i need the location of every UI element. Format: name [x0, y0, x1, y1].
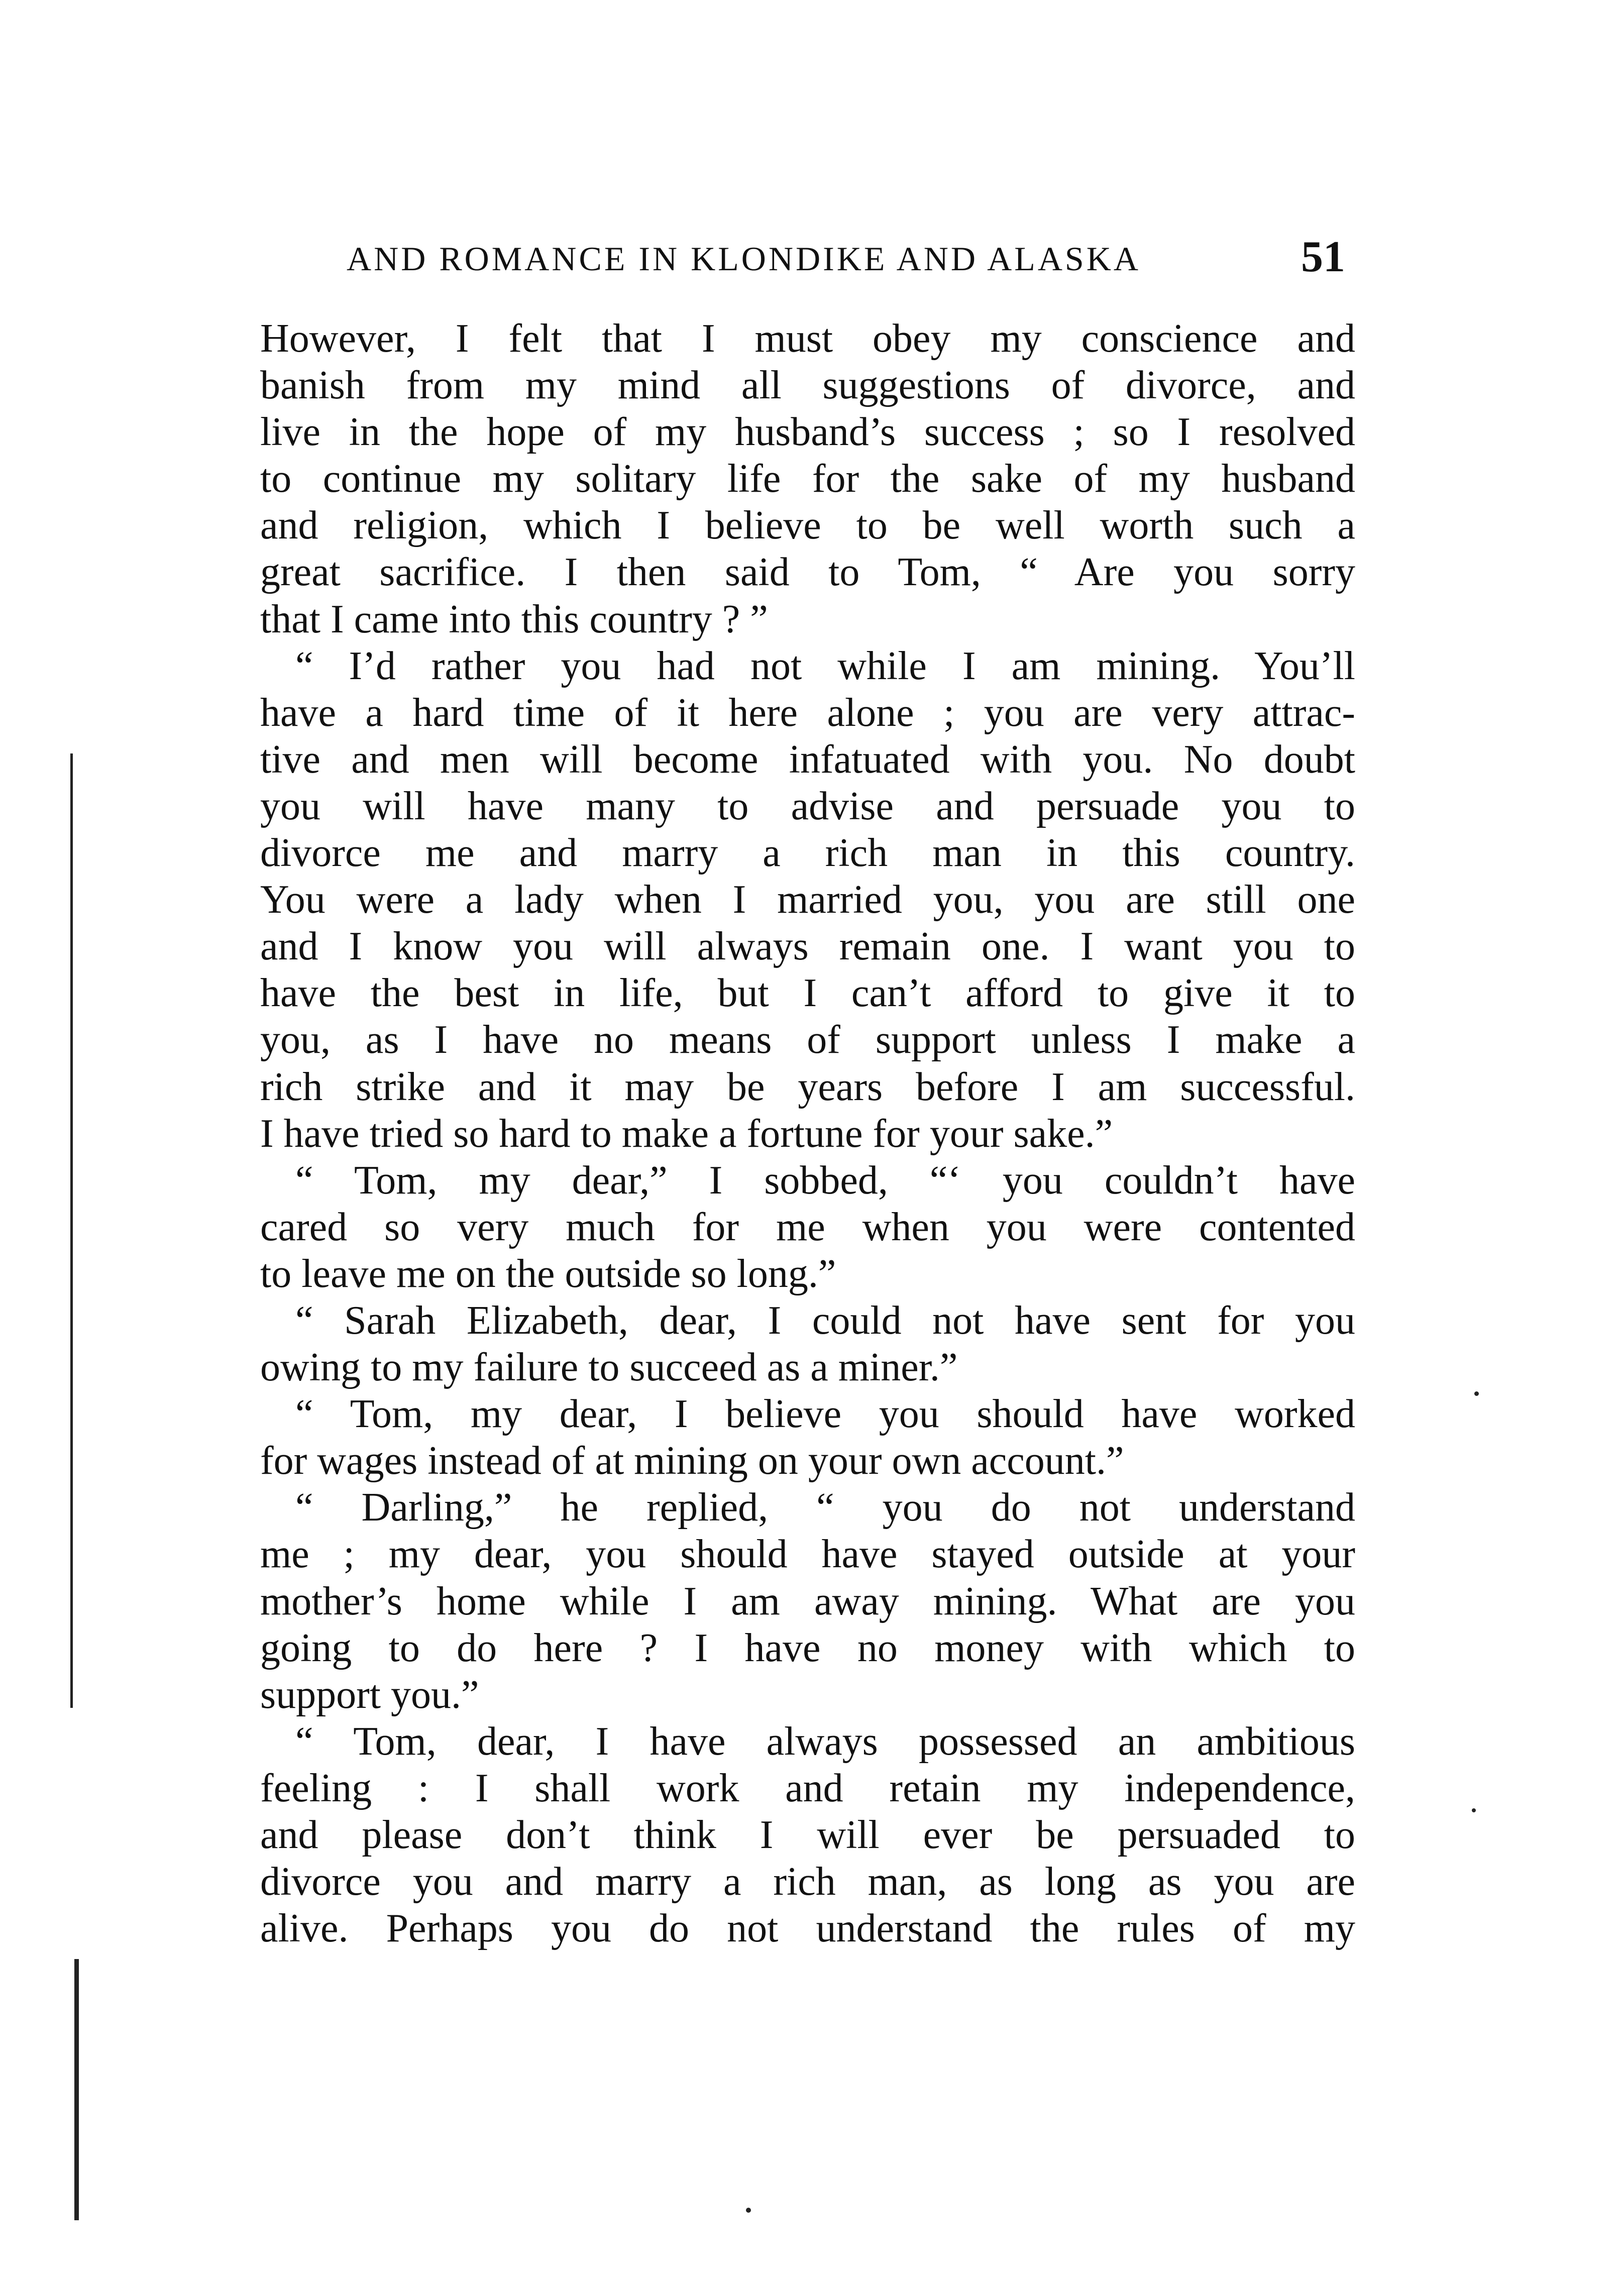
text-line: live in the hope of my husband’s success ; so I resolved	[260, 410, 1355, 455]
text-line: and please don’t think I will ever be persuaded to	[260, 1813, 1355, 1857]
text-line: you will have many to advise and persuade you to	[260, 784, 1355, 828]
running-title: AND ROMANCE IN KLONDIKE AND ALASKA	[347, 240, 1141, 278]
text-line: have a hard time of it here alone ; you are very attrac-	[260, 690, 1355, 735]
text-line: rich strike and it may be years before I am successful.	[260, 1064, 1355, 1109]
text-line: divorce you and marry a rich man, as long as you are	[260, 1860, 1355, 1904]
scan-margin-dot	[746, 2208, 751, 2213]
text-line: and I know you will always remain one. I want you to	[260, 924, 1355, 969]
text-line: have the best in life, but I can’t afford to give it to	[260, 971, 1355, 1016]
text-line: great sacrifice. I then said to Tom, “ Are you sorry	[260, 550, 1355, 595]
text-line: going to do here ? I have no money with which to	[260, 1625, 1355, 1670]
text-line: banish from my mind all suggestions of divorce, and	[260, 363, 1355, 408]
text-line: that I came into this country ? ”	[260, 597, 768, 641]
page-number: 51	[1301, 233, 1345, 281]
body-text	[260, 315, 1355, 1952]
text-line: “ Tom, my dear,” I sobbed, “‘ you couldn’t have	[295, 1158, 1355, 1203]
text-line: support you.”	[260, 1672, 479, 1717]
text-line: owing to my failure to succeed as a miner.”	[260, 1345, 958, 1390]
text-line: alive. Perhaps you do not understand the rules of my	[260, 1906, 1355, 1951]
text-line: “ Tom, dear, I have always possessed an ambitious	[295, 1719, 1355, 1764]
text-line: “ I’d rather you had not while I am mining. You’ll	[295, 643, 1355, 688]
text-line: “ Darling,” he replied, “ you do not understand	[295, 1485, 1355, 1530]
text-line: “ Tom, my dear, I believe you should have worked	[295, 1392, 1355, 1437]
text-line: cared so very much for me when you were contented	[260, 1205, 1355, 1249]
text-line: I have tried so hard to make a fortune for your sake.”	[260, 1111, 1113, 1156]
scan-margin-line	[74, 1959, 79, 2220]
text-line: mother’s home while I am away mining. What are you	[260, 1579, 1355, 1623]
text-line: feeling : I shall work and retain my independence,	[260, 1766, 1355, 1810]
text-line: You were a lady when I married you, you are still one	[260, 878, 1355, 922]
scan-margin-dot	[1472, 1808, 1476, 1812]
text-line: tive and men will become infatuated with you. No doubt	[260, 737, 1355, 782]
scan-margin-line	[70, 753, 73, 1708]
text-line: to leave me on the outside so long.”	[260, 1251, 836, 1296]
text-line: to continue my solitary life for the sake of my husband	[260, 457, 1355, 501]
text-line: you, as I have no means of support unless I make a	[260, 1018, 1355, 1062]
text-line: However, I felt that I must obey my conscience and	[260, 316, 1355, 361]
text-line: “ Sarah Elizabeth, dear, I could not have sent for you	[295, 1298, 1355, 1343]
text-line: divorce me and marry a rich man in this country.	[260, 831, 1355, 876]
scan-margin-dot	[1474, 1391, 1479, 1396]
text-line: and religion, which I believe to be well worth such a	[260, 503, 1355, 548]
text-line: me ; my dear, you should have stayed outside at your	[260, 1532, 1355, 1577]
text-line: for wages instead of at mining on your own account.”	[260, 1439, 1124, 1483]
